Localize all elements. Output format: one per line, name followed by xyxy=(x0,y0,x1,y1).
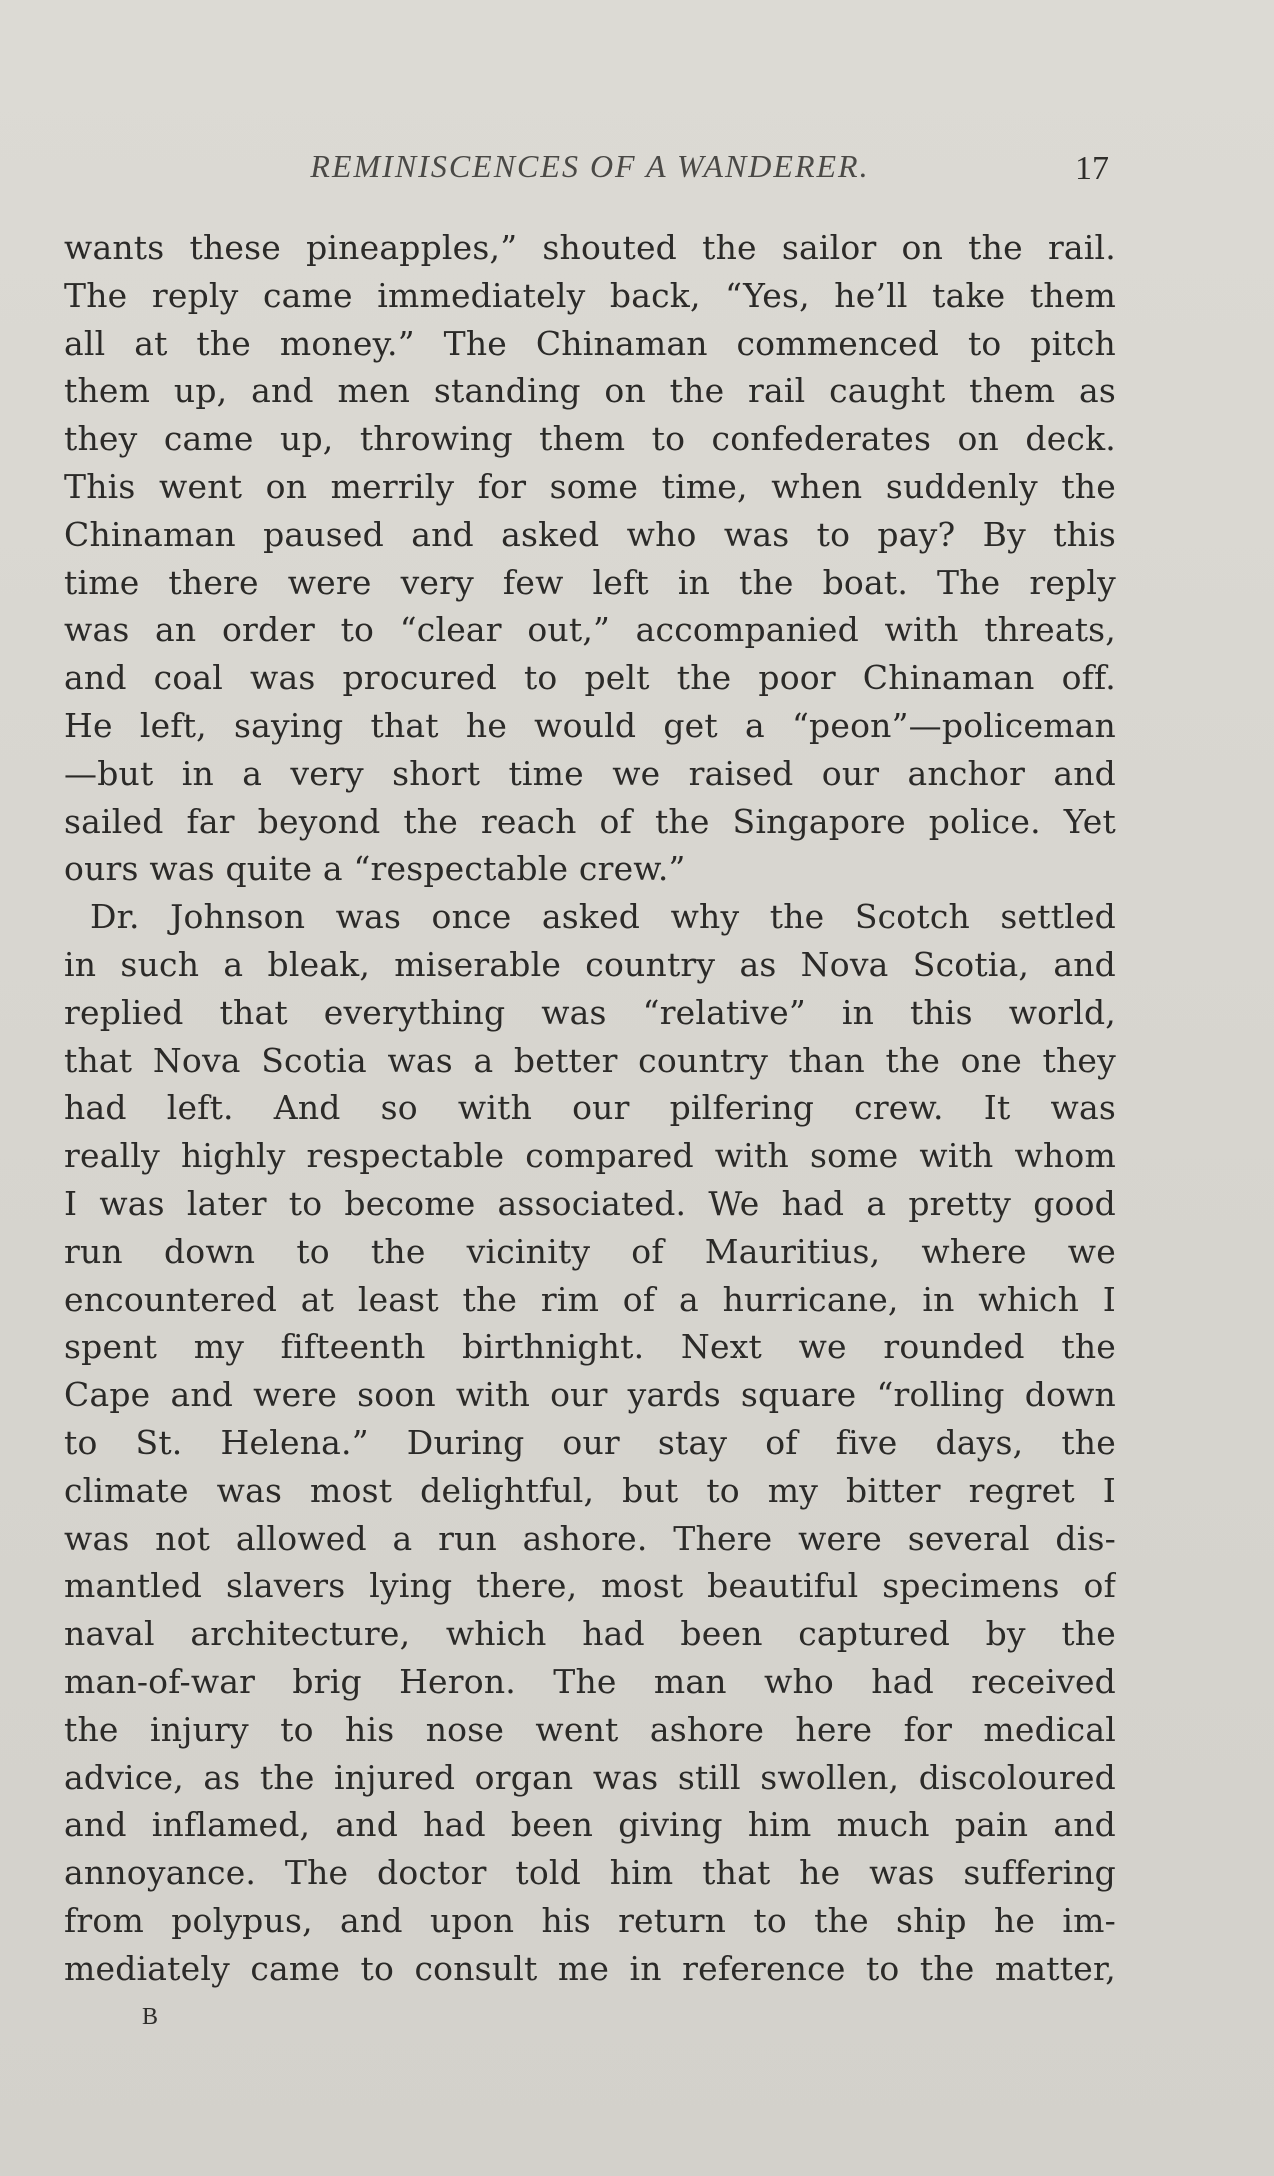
text-line: Cape and were soon with our yards square “rolling down xyxy=(64,1375,1116,1415)
text-line: annoyance. The doctor told him that he was suffering xyxy=(64,1853,1116,1893)
signature-mark: B xyxy=(142,2004,159,2030)
text-line: I was later to become associated. We had a pretty good xyxy=(64,1183,1116,1223)
text-line: The reply came immediately back, “Yes, he’ll take them xyxy=(64,275,1116,315)
text-line: all at the money.” The Chinaman commenced to pitch xyxy=(64,323,1116,363)
text-line: had left. And so with our pilfering crew. It was xyxy=(64,1088,1116,1128)
text-line: that Nova Scotia was a better country than the one they xyxy=(64,1040,1116,1080)
text-line: them up, and men standing on the rail caught them as xyxy=(64,371,1116,411)
text-line: from polypus, and upon his return to the ship he im- xyxy=(64,1900,1116,1940)
text-line: in such a bleak, miserable country as Nova Scotia, and xyxy=(64,944,1116,984)
text-line: This went on merrily for some time, when suddenly the xyxy=(64,466,1116,506)
text-line: and coal was procured to pelt the poor Chinaman off. xyxy=(64,658,1116,698)
text-line: was an order to “clear out,” accompanied with threats, xyxy=(64,610,1116,650)
text-line: replied that everything was “relative” in this world, xyxy=(64,992,1116,1032)
text-line: naval architecture, which had been captured by the xyxy=(64,1614,1116,1654)
text-line: Dr. Johnson was once asked why the Scotch settled xyxy=(90,897,1116,937)
text-line: encountered at least the rim of a hurricane, in which I xyxy=(64,1279,1116,1319)
text-line: mediately came to consult me in reference to the matter, xyxy=(64,1948,1116,1988)
text-line: Chinaman paused and asked who was to pay? By this xyxy=(64,514,1116,554)
text-line: advice, as the injured organ was still swollen, discoloured xyxy=(64,1757,1116,1797)
text-line: the injury to his nose went ashore here for medical xyxy=(64,1709,1116,1749)
text-line: climate was most delightful, but to my bitter regret I xyxy=(64,1470,1116,1510)
text-line: He left, saying that he would get a “peon”—policeman xyxy=(64,705,1116,745)
text-line: time there were very few left in the boat. The reply xyxy=(64,562,1116,602)
text-line: to St. Helena.” During our stay of five days, the xyxy=(64,1422,1116,1462)
text-line: run down to the vicinity of Mauritius, where we xyxy=(64,1231,1116,1271)
text-line: man-of-war brig Heron. The man who had received xyxy=(64,1661,1116,1701)
text-line: wants these pineapples,” shouted the sailor on the rail. xyxy=(64,228,1116,267)
text-line: and inflamed, and had been giving him much pain and xyxy=(64,1805,1116,1845)
page-number: 17 xyxy=(1075,150,1109,187)
text-line: —but in a very short time we raised our anchor and xyxy=(64,753,1116,793)
text-line: mantled slavers lying there, most beautiful specimens of xyxy=(64,1566,1116,1606)
text-line: was not allowed a run ashore. There were several dis- xyxy=(64,1518,1116,1558)
body-text xyxy=(64,224,1116,1992)
running-title: REMINISCENCES OF A WANDERER. xyxy=(310,148,870,184)
text-line: they came up, throwing them to confederates on deck. xyxy=(64,419,1116,459)
text-line: ours was quite a “respectable crew.” xyxy=(64,849,686,889)
text-line: sailed far beyond the reach of the Singapore police. Yet xyxy=(64,801,1116,841)
text-line: spent my fifteenth birthnight. Next we rounded the xyxy=(64,1327,1116,1367)
text-line: really highly respectable compared with some with whom xyxy=(64,1136,1116,1176)
